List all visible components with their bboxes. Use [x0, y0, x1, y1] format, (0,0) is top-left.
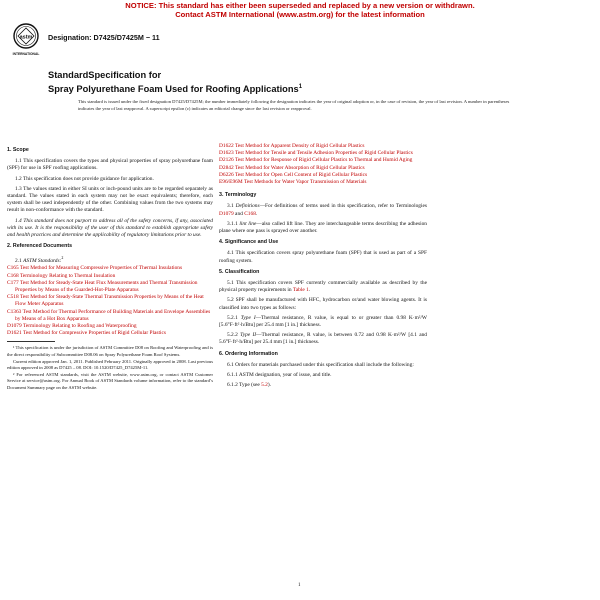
reference-item[interactable]: C1363 Test Method for Thermal Performance of Building Materials and Envelope Assemblies by Means of a Hot Box Apparatus: [7, 308, 211, 322]
footnote-divider: [7, 341, 55, 342]
document-title: [48, 70, 558, 95]
reference-item[interactable]: D1621 Test Method for Compressive Properties of Rigid Cellular Plastics: [7, 330, 167, 337]
link-d1079[interactable]: D1079: [219, 210, 234, 217]
reference-item[interactable]: D1623 Test Method for Tensile and Tensile Adhesion Properties of Rigid Cellular Plastics: [219, 150, 413, 157]
footnote-2: ² For referenced ASTM standards, visit the ASTM website, www.astm.org, or contact ASTM Customer Service at service@astm.org. For Annual Book of ASTM Standards volume information, refer to the standard’s Document Summary page on the ASTM website.: [7, 372, 213, 390]
reference-item[interactable]: C168 Terminology Relating to Thermal Insulation: [7, 272, 116, 279]
section-heading-classification: 5. Classification: [219, 268, 260, 275]
right-column: [219, 143, 427, 392]
left-column: [7, 143, 213, 392]
svg-text:astm: astm: [19, 34, 33, 41]
paragraph-1-4: 1.4 This standard does not purport to address all of the safety concerns, if any, associated with its use. It is the responsibility of the user of this standard to establish appropriate safety and health practices and determine the applicability of regulatory limitations prior to use.: [7, 217, 213, 239]
paragraph-6-1-2: 6.1.2 Type (see 5.2).: [227, 382, 272, 389]
section-heading-significance: 4. Significance and Use: [219, 239, 279, 246]
paragraph-1-2: 1.2 This specification does not provide guidance for application.: [15, 175, 154, 182]
reference-item[interactable]: E96/E96M Test Methods for Water Vapor Transmission of Materials: [219, 179, 367, 186]
title-line-2: Spray Polyurethane Foam Used for Roofing Applications$^1$: [48, 83, 303, 94]
paragraph-5-2-2: 5.2.2 Type II—Thermal resistance, R value, is between 0.72 and 0.98 K·m²/W [4.1 and 5.6°F·ft²·h/Btu] per 25.4 mm [1 in.] thickness.: [219, 332, 427, 346]
title-line-1: StandardSpecification for: [48, 70, 162, 80]
paragraph-5-2: 5.2 SPF shall be manufactured with HFC, hydrocarbon or/and water blowing agents. It is classified into two types as follows:: [219, 297, 427, 311]
reference-item[interactable]: D2126 Test Method for Response of Rigid Cellular Plastics to Thermal and Humid Aging: [219, 157, 413, 164]
section-heading-referenced-documents: 2. Referenced Documents: [7, 243, 73, 250]
paragraph-5-1: 5.1 This specification covers SPF currently commercially available as described by the physical property requirements in Table 1.: [219, 280, 427, 294]
paragraph-6-1: 6.1 Orders for materials purchased under this specification shall include the following:: [227, 361, 414, 368]
paragraph-2-1: 2.1 ASTM Standards:$^2$: [15, 255, 64, 265]
reference-item[interactable]: D1079 Terminology Relating to Roofing and Waterproofing: [7, 323, 137, 330]
paragraph-3-1-1: 3.1.1 lint line—also called lift line. They are interchangeable terms describing the adhesion plane where one pass is sprayed over another.: [219, 220, 427, 235]
reference-item[interactable]: C165 Test Method for Measuring Compressive Properties of Thermal Insulations: [7, 265, 183, 272]
paragraph-4-1: 4.1 This specification covers spray polyurethane foam (SPF) that is used as part of a SPF roofing system.: [219, 250, 427, 264]
paragraph-1-3: 1.3 The values stated in either SI units or inch-pound units are to be regarded separately as standard. The values stated in each system may not be exact equivalents; therefore, each system shall be used independently of the other. Combining values from the two systems may result in non-conformance with the standard.: [7, 185, 213, 214]
notice-banner: [0, 0, 600, 19]
left-reference-list: [7, 265, 213, 337]
page-number: 1: [298, 583, 301, 588]
footnote-1: ¹ This specification is under the jurisdiction of ASTM Committee D08 on Roofing and Waterproofing and is the direct responsibility of Subcommittee D08.06 on Spray Polyurethane Foam Roof Systems.: [7, 345, 213, 357]
designation: Designation: D7425/D7425M − 11: [48, 33, 160, 42]
reference-item[interactable]: C518 Test Method for Steady-State Thermal Transmission Properties by Means of the Heat Flow Meter Apparatus: [7, 294, 204, 308]
section-heading-ordering: 6. Ordering Information: [219, 350, 278, 357]
paragraph-6-1-1: 6.1.1 ASTM designation, year of issue, and title.: [227, 372, 332, 379]
issuance-note: This standard is issued under the fixed designation D7425/D7425M; the number immediately following the designation indicates the year of original adoption or, in the case of revision, the year of last revision. A number in parentheses indicates the year of last reapproval. A superscript epsilon (ε) indicates an editorial change since the last revision or reapproval.: [78, 99, 510, 111]
paragraph-1-1: 1.1 This specification covers the types and physical properties of spray polyurethane foam (SPF) for use in SPF roofing applications.: [7, 158, 213, 172]
astm-logo-icon: [11, 22, 41, 62]
section-heading-scope: 1. Scope: [7, 147, 29, 153]
logo-label: INTERNATIONAL: [12, 52, 40, 56]
link-table-1[interactable]: Table 1: [292, 287, 309, 294]
reference-item[interactable]: C177 Test Method for Steady-State Heat Flux Measurements and Thermal Transmission Properties by Means of the Guarded-Hot-Plate Apparatus: [7, 279, 198, 294]
notice-line-1: NOTICE: This standard has either been superseded and replaced by a new version or withdrawn.: [125, 1, 475, 10]
notice-line-2: Contact ASTM International (www.astm.org) for the latest information: [175, 10, 425, 19]
paragraph-5-2-1: 5.2.1 Type I—Thermal resistance, R value, is equal to or greater than 0.98 K·m²/W [5.6°F·ft²·h/Btu] per 25.4 mm [1 in.] thickness.: [219, 314, 427, 329]
right-reference-list: [219, 143, 427, 186]
link-5-2[interactable]: 5.2: [261, 382, 268, 389]
paragraph-3-1: 3.1 Definitions—For definitions of terms used in this specification, refer to Terminologies D1079 and C168.: [219, 203, 427, 217]
reference-item[interactable]: D6226 Test Method for Open Cell Content of Rigid Cellular Plastics: [219, 171, 368, 178]
section-heading-terminology: 3. Terminology: [219, 192, 257, 199]
footnote-1b: Current edition approved Jan. 1, 2011. Published February 2011. Originally approved in 2008. Last previous edition approved in 2008 as D7425 – 08. DOI: 10.1520/D7425_D7425M-11.: [7, 358, 213, 371]
reference-item[interactable]: D2842 Test Method for Water Absorption of Rigid Cellular Plastics: [219, 164, 365, 171]
link-c168[interactable]: C168: [244, 210, 256, 217]
reference-item[interactable]: D1622 Test Method for Apparent Density of Rigid Cellular Plastics: [219, 143, 365, 149]
